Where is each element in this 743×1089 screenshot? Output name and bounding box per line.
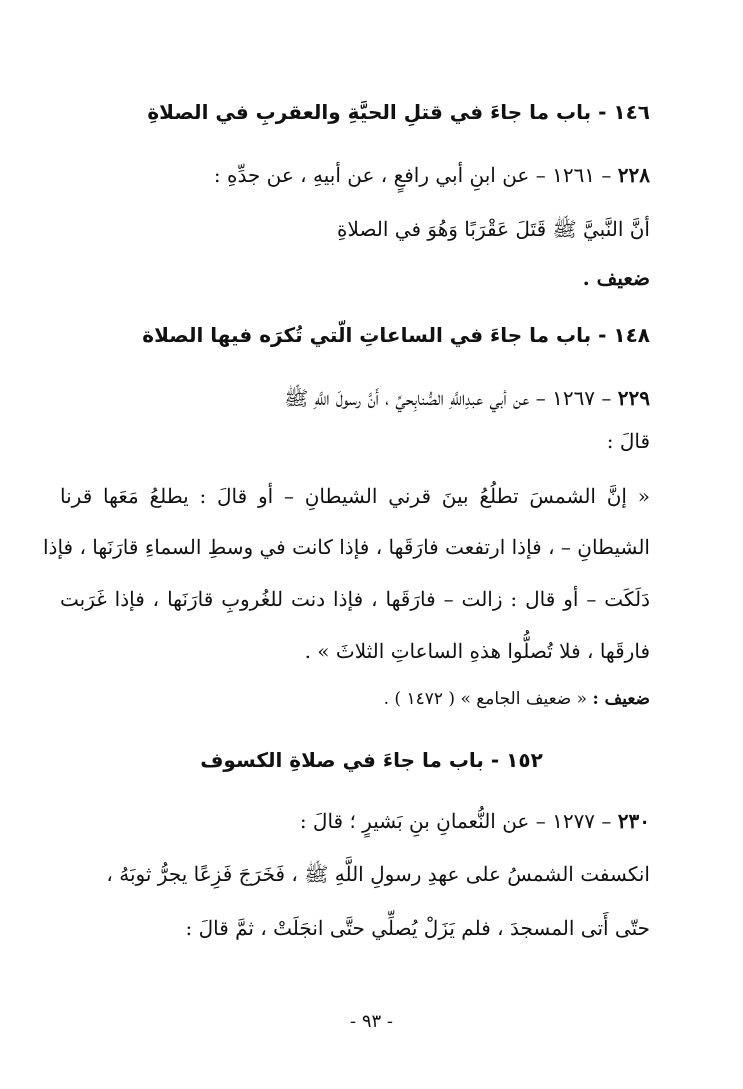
hadith-228-grade: ضعيف . [582, 266, 650, 290]
chapter-heading-152: ١٥٢ - باب ما جاءَ في صلاةِ الكسوف [200, 748, 543, 772]
hadith-229-line-1: « إنَّ الشمسَ تطلُعُ بينَ قرني الشيطانِ – أو قالَ : يطلعُ مَعَها قرنا [60, 484, 650, 508]
hadith-number: ٢٢٨ [617, 163, 650, 187]
hadith-chain: – ١٢٦٧ – عن أبي عبدِاللَّهِ الصُّنابِحيِّ ، أَنَّ رسولَ اللَّهِ ﷺ [284, 386, 612, 410]
hadith-228-chain-line [214, 160, 650, 190]
hadith-229-line-3: دَلَكَت – أو قال : زالت – فارَقَها ، فإذا دنت للغُروبِ قارَنَها ، فإذا غَرَبت [60, 587, 650, 611]
hadith-number: ٢٣٠ [617, 809, 650, 833]
grade-reference: « ضعيف الجامع » ( ١٤٧٢ ) . [383, 689, 588, 709]
hadith-chain: – ١٢٦١ – عن ابنِ أبي رافعٍ ، عن أبيهِ ، عن جدِّهِ : [213, 163, 612, 187]
chapter-heading-146: ١٤٦ - باب ما جاءَ في قتلِ الحيَّةِ والعقربِ في الصلاةِ [147, 100, 650, 124]
hadith-229-line-4: فارقَها ، فلا تُصلُّوا هذهِ الساعاتِ الثلاثَ » . [304, 639, 650, 663]
hadith-228-text: أنَّ النَّبيَّ ﷺ قَتَلَ عَقْرَبًا وَهُوَ في الصلاةِ [337, 217, 650, 241]
hadith-230-line-1: انكسفت الشمسُ على عهدِ رسولِ اللَّهِ ﷺ ، فَخَرَجَ فَزِعًا يجرُّ ثوبَهُ ، [106, 862, 650, 886]
hadith-number: ٢٢٩ [617, 386, 650, 410]
hadith-229-line-2: الشيطانِ – ، فإذا ارتفعت فارَقَها ، فإذا كانت في وسطِ السماءِ قارَنَها ، فإذا [42, 535, 650, 559]
hadith-229-chain-line [284, 383, 650, 413]
hadith-229-chain-cont: قالَ : [606, 429, 650, 453]
page-number: - ٩٣ - [350, 1011, 393, 1032]
chapter-heading-148: ١٤٨ - باب ما جاءَ في الساعاتِ الّتي تُكرَه فيها الصلاة [142, 323, 650, 347]
grade-label: ضعيف : [592, 689, 650, 709]
hadith-229-grade-line [384, 684, 650, 714]
hadith-chain: – ١٢٧٧ – عن النُّعمانِ بنِ بَشيرٍ ؛ قالَ : [299, 809, 612, 833]
hadith-230-line-2: حتّى أَتى المسجدَ ، فلم يَزَلْ يُصلِّي حتَّى انجَلَتْ ، ثمَّ قالَ : [185, 916, 650, 940]
hadith-230-chain-line [300, 806, 650, 836]
